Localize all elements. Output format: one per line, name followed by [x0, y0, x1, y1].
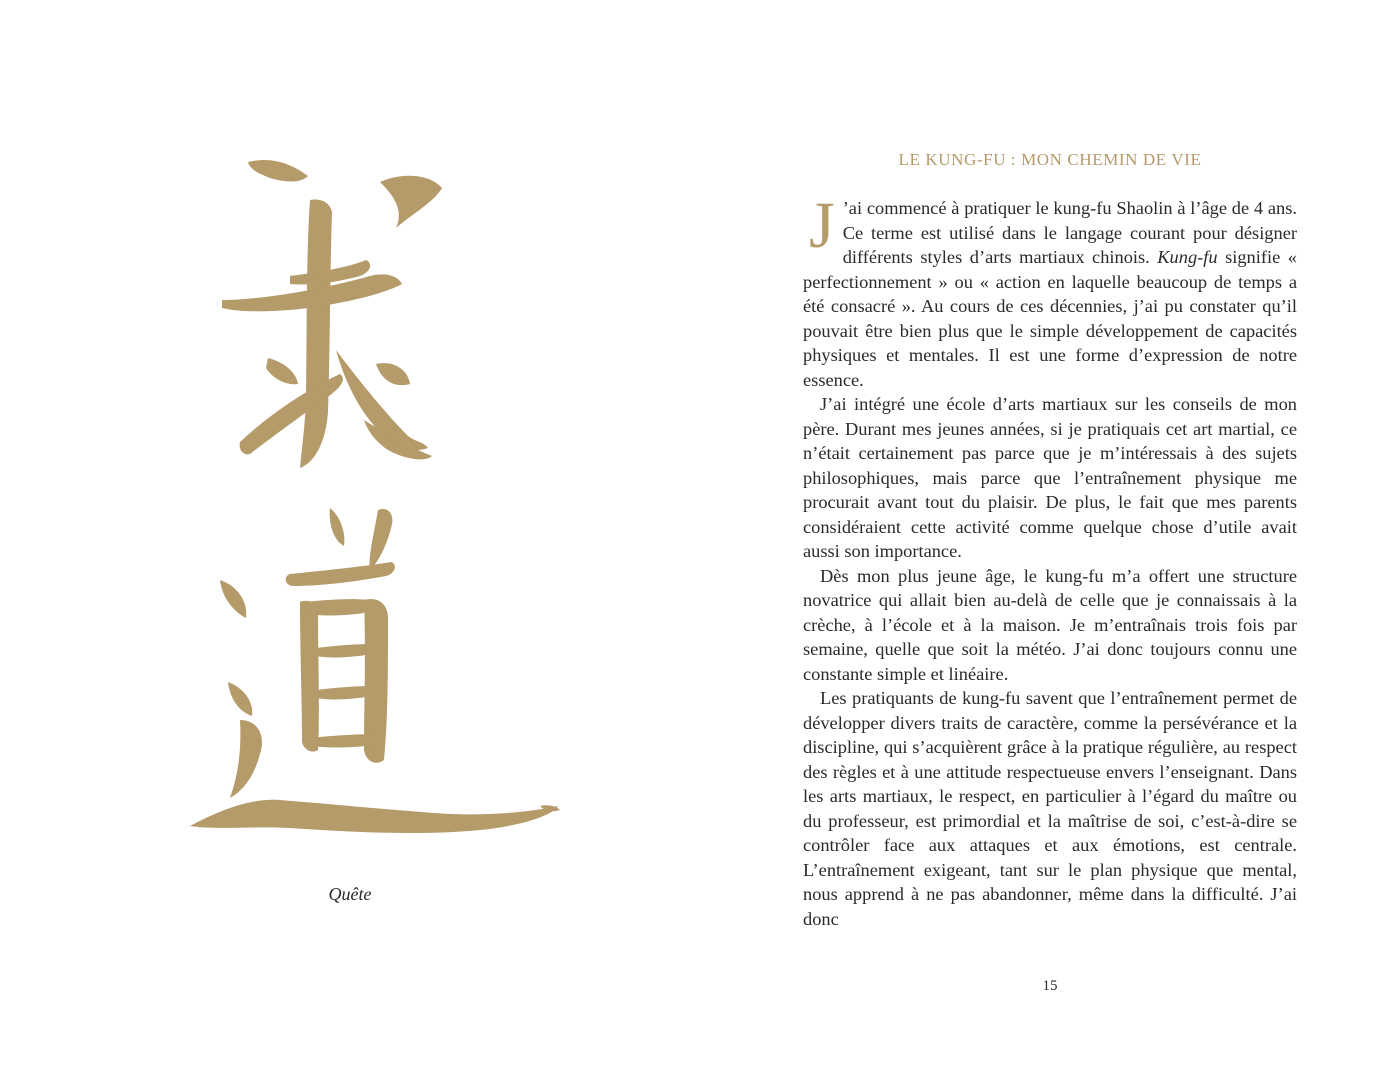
paragraph-2: J’ai intégré une école d’arts martiaux sur les conseils de mon père. Durant mes jeunes années, si je pratiquais cet art martial, ce n’était certainement pas parce que je m’intéressais à des sujets philosophiques, mais parce que l’entraînement physique me procurait avant tout du plaisir. De plus, le fait que mes parents considéraient cette activité comme quelque chose d’utile avait aussi son importance.	[803, 394, 1297, 561]
drop-cap: J	[809, 189, 835, 262]
paragraph-1	[803, 189, 1297, 392]
paragraph-1-text-start: ’ai commencé à pratiquer le kung-fu Shaolin à l’âge de 4 ans. Ce terme est utilisé dans le langage courant pour désigner différents styles d’arts martiaux chinois.	[842, 198, 1297, 267]
paragraph-1-text-end: signifie « perfectionnement » ou « action en laquelle beaucoup de temps a été consacré ». Au cours de ces décennies, j’ai pu constater qu’il pouvait être bien plus que le simple développement de capacités physiques et mentales. Il est une forme d’expression de notre essence.	[803, 247, 1297, 390]
calligraphy-brush-strokes	[190, 160, 560, 833]
paragraph-1-italic-term: Kung-fu	[1157, 247, 1218, 267]
running-head: LE KUNG-FU : MON CHEMIN DE VIE	[898, 150, 1202, 169]
body-text	[803, 189, 1297, 931]
paragraph-3: Dès mon plus jeune âge, le kung-fu m’a offert une structure novatrice qui allait bien au-delà de celle que je connaissais à la crèche, à l’école et à la maison. Je m’entraînais trois fois par semaine, quelle que soit la météo. J’ai donc toujours connu une constante simple et linéaire.	[803, 565, 1297, 684]
calligraphy-artwork	[180, 150, 580, 850]
page-number: 15	[1042, 978, 1058, 994]
calligraphy-caption: Quête	[328, 884, 372, 904]
paragraph-4: Les pratiquants de kung-fu savent que l’entraînement permet de développer divers traits de caractère, comme la persévérance et la discipline, qui s’acquièrent grâce à la pratique régulière, au respect des règles et à une attitude respectueuse envers l’enseignant. Dans les arts martiaux, le respect, en particulier à l’égard du maître ou du professeur, est primordial et la maîtrise de soi, c’est-à-dire se contrôler face aux attaques et aux émotions, est centrale. L’entraînement exigeant, tant sur le plan physique que mental, nous apprend à ne pas abandonner, même dans la difficulté. J’ai donc	[803, 688, 1297, 929]
right-page	[700, 0, 1400, 1075]
